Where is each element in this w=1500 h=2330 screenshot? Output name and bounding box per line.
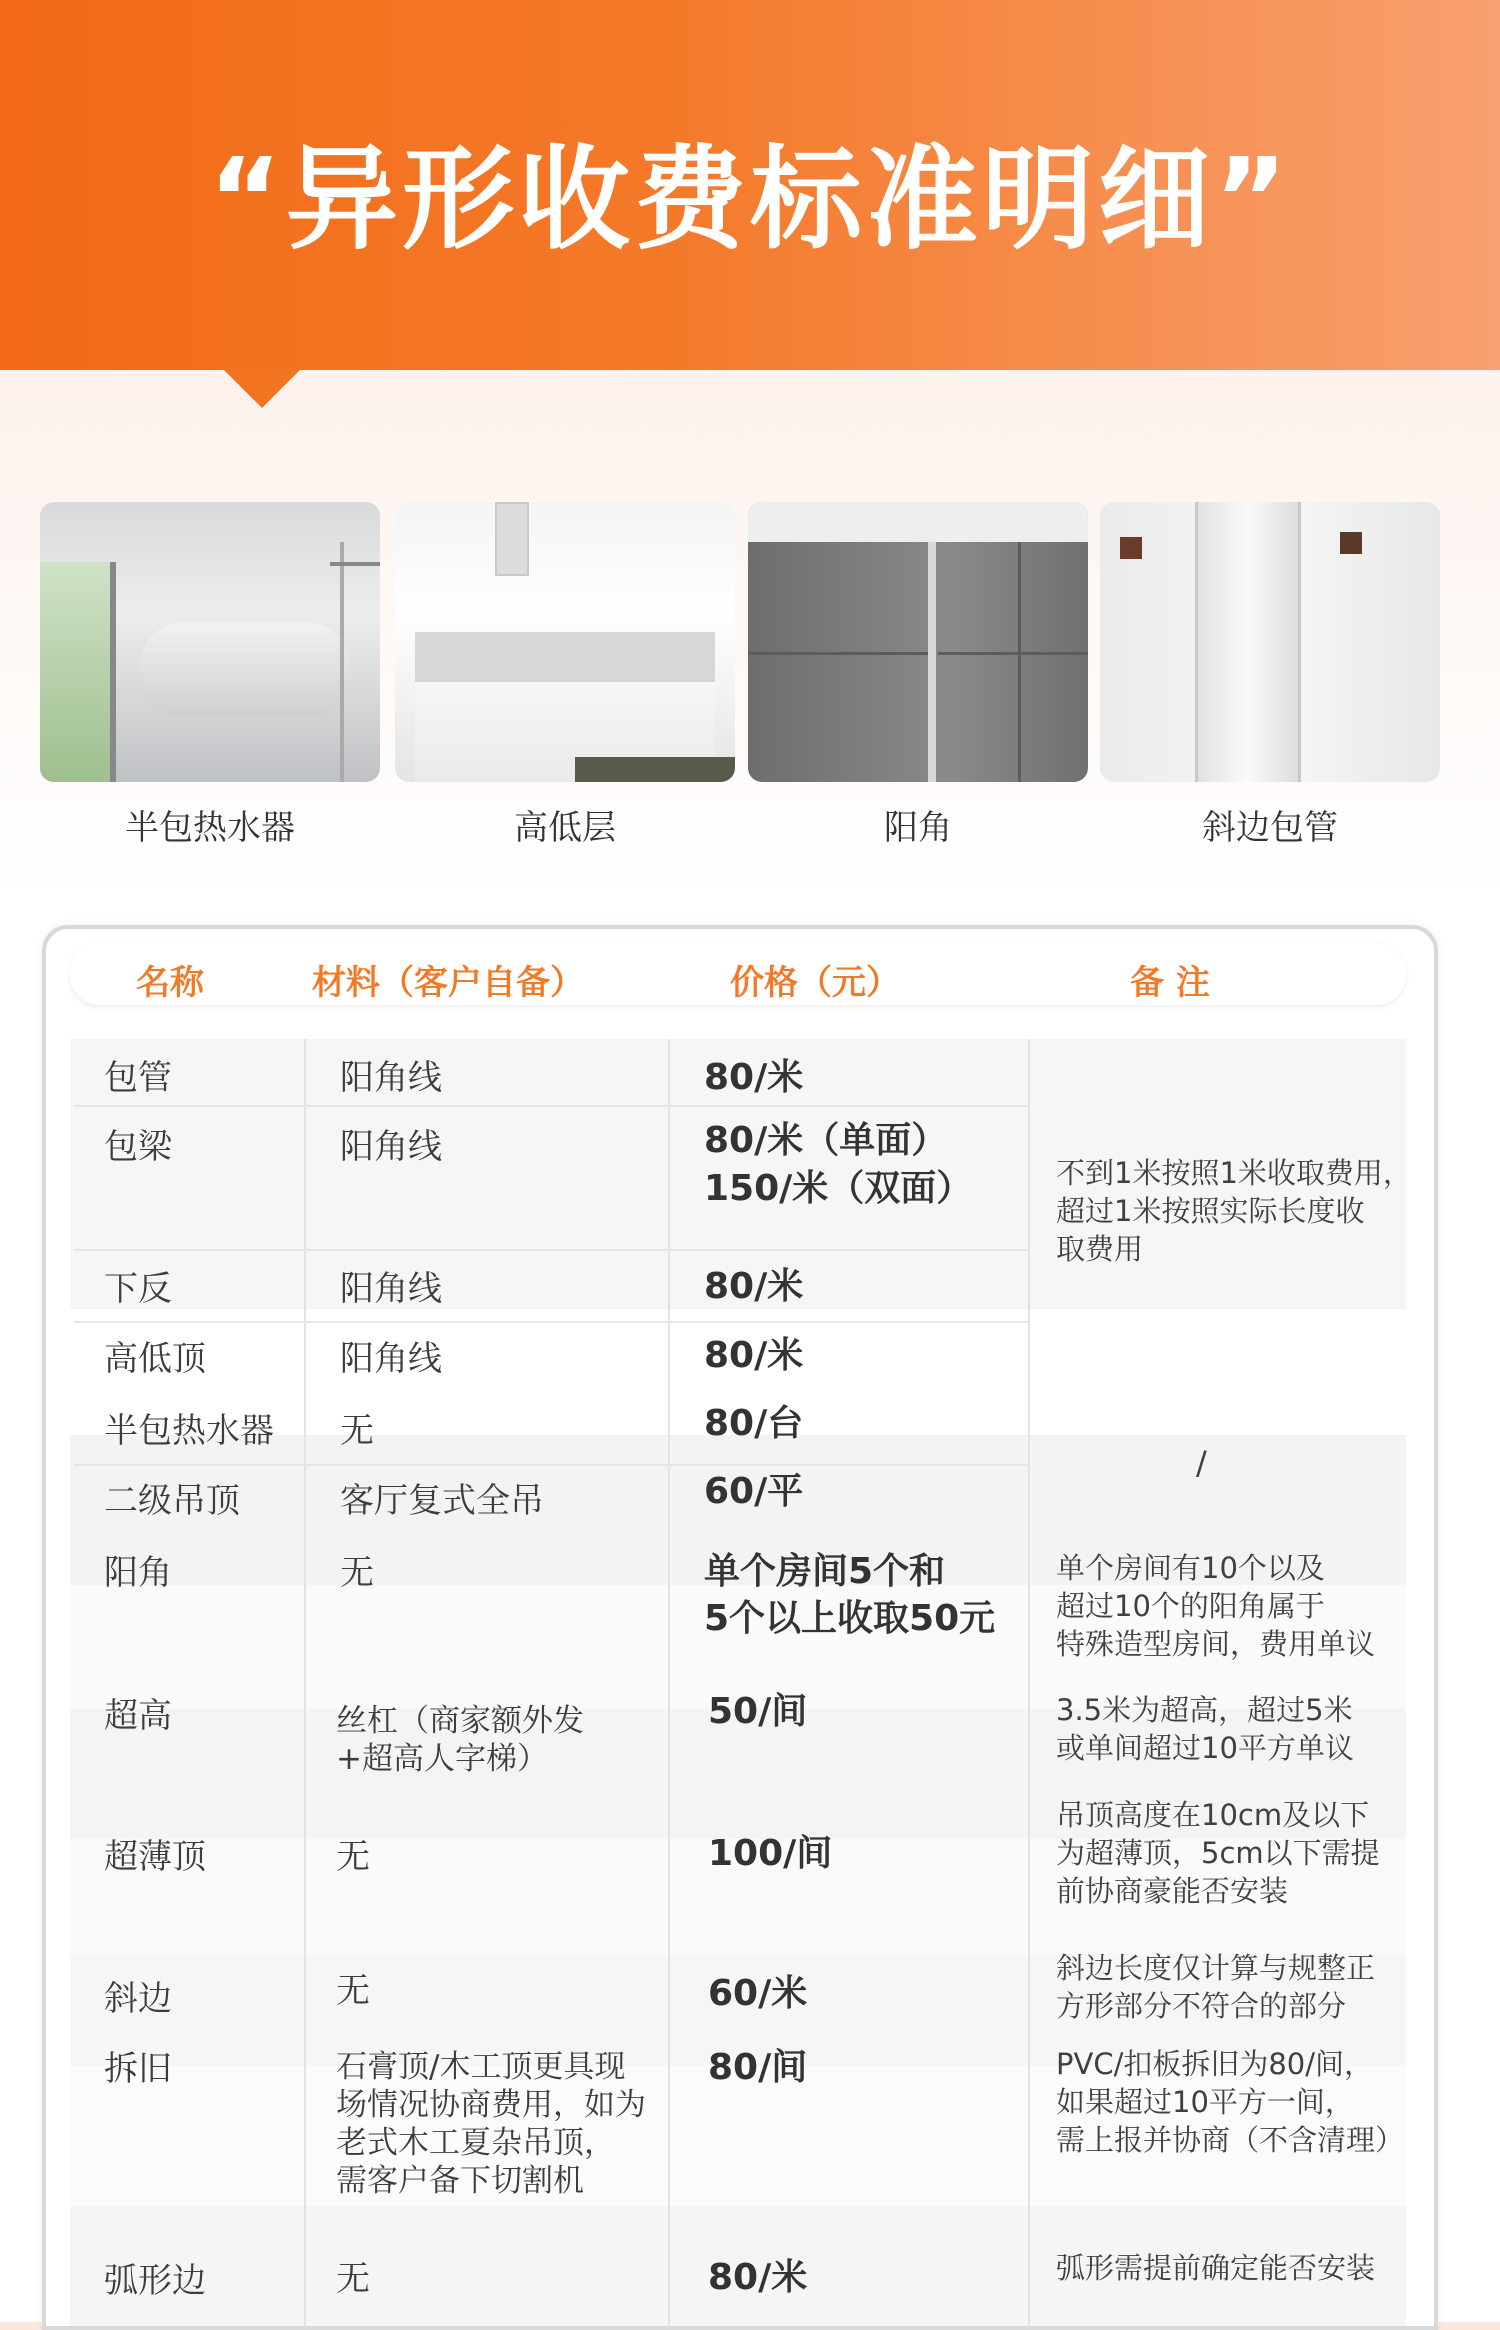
photo-caption: 高低层	[514, 808, 616, 848]
page-title: “异形收费标准明细”	[208, 135, 1292, 265]
row-name: 下反	[104, 1269, 172, 1309]
row-material: +超高人字梯）	[336, 1741, 548, 1777]
row-name: 阳角	[104, 1553, 172, 1593]
row-price: 150/米（双面）	[704, 1168, 973, 1209]
note-text: 前协商豪能否安装	[1056, 1874, 1289, 1908]
note-text: 为超薄顶，5cm以下需提	[1056, 1836, 1380, 1870]
photo-caption: 斜边包管	[1202, 808, 1338, 848]
row-name: 包梁	[104, 1127, 172, 1167]
row-material: 需客户备下切割机	[336, 2163, 584, 2199]
row-name: 弧形边	[104, 2261, 206, 2301]
row-material: 场情况协商费用，如为	[336, 2087, 646, 2123]
row-material: 老式木工夏杂吊顶，	[336, 2125, 615, 2161]
row-material: 无	[340, 1553, 374, 1593]
pricing-table	[42, 925, 1438, 2330]
pipe-boxing-photo	[1100, 502, 1440, 782]
header-price: 价格（元）	[730, 963, 900, 1003]
note-text: 超过1米按照实际长度收	[1056, 1194, 1365, 1228]
row-name: 二级吊顶	[104, 1481, 240, 1521]
water-heater-photo	[40, 502, 380, 782]
note-slash: /	[1196, 1444, 1207, 1482]
row-name: 超薄顶	[104, 1837, 206, 1877]
row-price: 5个以上收取50元	[704, 1598, 996, 1639]
note-text: PVC/扣板拆旧为80/间，	[1056, 2047, 1374, 2081]
row-name: 包管	[104, 1058, 172, 1098]
note-text: 特殊造型房间，费用单议	[1056, 1627, 1376, 1661]
row-price: 100/间	[708, 1833, 833, 1874]
note-text: 需上报并协商（不含清理）	[1056, 2123, 1405, 2157]
row-material: 石膏顶/木工顶更具现	[336, 2049, 626, 2085]
row-material: 阳角线	[340, 1339, 442, 1379]
row-name: 半包热水器	[104, 1411, 274, 1451]
note-text: 吊顶高度在10cm及以下	[1056, 1798, 1370, 1832]
row-price: 50/间	[708, 1691, 808, 1732]
row-price: 单个房间5个和	[704, 1551, 946, 1592]
row-name: 超高	[104, 1696, 172, 1736]
row-material: 无	[336, 2259, 370, 2299]
row-material: 阳角线	[340, 1058, 442, 1098]
header-banner	[0, 0, 1500, 370]
note-text: 如果超过10平方一间，	[1056, 2085, 1354, 2119]
row-material: 阳角线	[340, 1269, 442, 1309]
row-price: 60/米	[708, 1973, 808, 2014]
note-text: 方形部分不符合的部分	[1056, 1989, 1347, 2023]
note-text: 弧形需提前确定能否安装	[1056, 2251, 1376, 2285]
note-text: 单个房间有10个以及	[1056, 1551, 1325, 1585]
row-price: 80/米	[704, 1266, 804, 1307]
note-text: 不到1米按照1米收取费用，	[1056, 1156, 1412, 1190]
note-text: 超过10个的阳角属于	[1056, 1589, 1325, 1623]
row-name: 拆旧	[104, 2049, 172, 2089]
row-price: 80/间	[708, 2047, 808, 2088]
banner-pointer	[222, 368, 302, 408]
photo-caption: 半包热水器	[125, 808, 295, 848]
outside-corner-photo	[748, 502, 1088, 782]
note-text: 3.5米为超高，超过5米	[1056, 1693, 1353, 1727]
row-price: 80/米	[704, 1335, 804, 1376]
row-material: 丝杠（商家额外发	[336, 1703, 584, 1739]
row-price: 80/米	[708, 2257, 808, 2298]
row-name: 斜边	[104, 1979, 172, 2019]
note-text: 取费用	[1056, 1232, 1144, 1266]
row-price: 80/米（单面）	[704, 1120, 948, 1161]
ceiling-levels-photo	[395, 502, 735, 782]
row-material: 无	[336, 1971, 370, 2011]
header-material: 材料（客户自备）	[312, 963, 584, 1003]
note-text: 或单间超过10平方单议	[1056, 1731, 1354, 1765]
row-price: 80/台	[704, 1403, 804, 1444]
row-material: 客厅复式全吊	[340, 1481, 544, 1521]
note-text: 斜边长度仅计算与规整正	[1056, 1951, 1376, 1985]
table-header	[70, 943, 1406, 1005]
row-material: 阳角线	[340, 1127, 442, 1167]
row-material: 无	[336, 1837, 370, 1877]
row-price: 80/米	[704, 1057, 804, 1098]
photo-caption: 阳角	[884, 808, 952, 848]
header-note: 备 注	[1130, 963, 1210, 1003]
row-name: 高低顶	[104, 1339, 206, 1379]
row-material: 无	[340, 1411, 374, 1451]
row-price: 60/平	[704, 1471, 804, 1512]
header-name: 名称	[136, 963, 204, 1003]
